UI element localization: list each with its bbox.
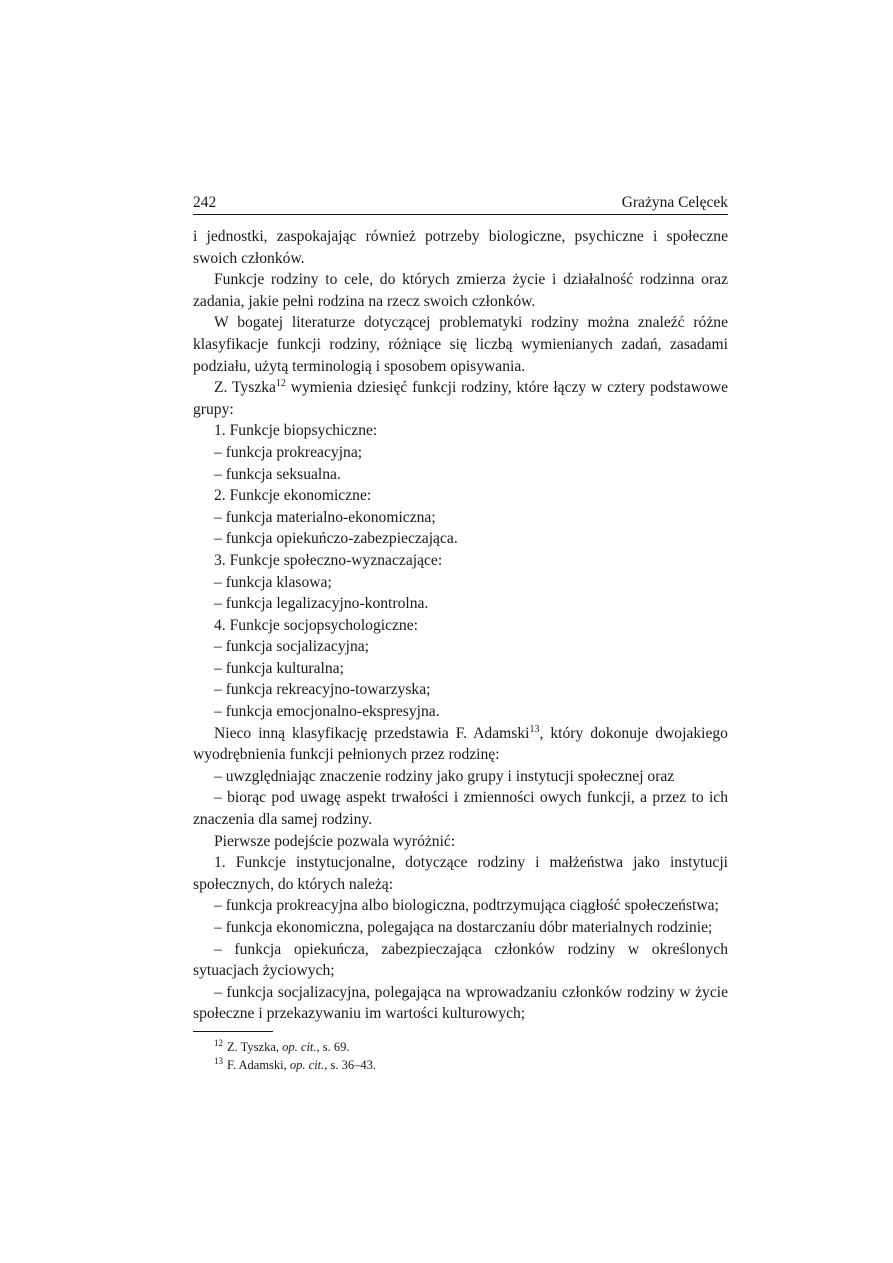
paragraph: Funkcje rodziny to cele, do których zmierza życie i działalność rodzinna oraz zadania, jakie pełni rodzina na rzecz swoich członków. — [193, 271, 728, 310]
list-item: 2. Funkcje ekonomiczne: — [214, 487, 372, 505]
paragraph — [193, 377, 728, 420]
list-item: – funkcja materialno-ekonomiczna; — [214, 508, 436, 526]
footnote — [193, 1056, 728, 1074]
list-item: 1. Funkcje biopsychiczne: — [214, 422, 378, 440]
list-item: – funkcja rekreacyjno-towarzyska; — [214, 681, 431, 699]
footnote-separator — [193, 1031, 273, 1032]
functions-list — [193, 420, 728, 722]
footnote-author: Z. Tyszka, — [227, 1039, 283, 1054]
footnote-page: , s. 69. — [316, 1039, 350, 1054]
footnote-page: , s. 36–43. — [324, 1057, 377, 1072]
list-item: – funkcja prokreacyjna; — [214, 443, 363, 461]
paragraph: – biorąc pod uwagę aspekt trwałości i zmienności owych funkcji, a przez to ich znaczenia dla samej rodziny. — [193, 789, 728, 829]
paragraph: – funkcja ekonomiczna, polegająca na dostarczaniu dóbr materialnych rodzinie; — [214, 919, 713, 936]
list-item: 3. Funkcje społeczno-wyznaczające: — [214, 551, 443, 569]
footnote-author: F. Adamski, — [227, 1057, 290, 1072]
paragraph: i jednostki, zaspokajając również potrzeby biologiczne, psychiczne i społeczne swoich członków. — [193, 228, 728, 267]
text-run: wymienia dziesięć funkcji rodziny, które łączy w cztery podstawowe grupy: — [193, 379, 729, 418]
text-run: Nieco inną klasyfikację przedstawia F. Adamski — [214, 724, 530, 742]
paragraph: Pierwsze podejście pozwala wyróżnić: — [214, 832, 456, 850]
list-item: 4. Funkcje socjopsychologiczne: — [214, 616, 418, 634]
paragraph: W bogatej literaturze dotyczącej problematyki rodziny można znaleźć różne klasyfikacje funkcji rodziny, różniące się liczbą wymienianych zadań, zasadami podziału, użytą terminologią i sposobem opisywania. — [193, 314, 728, 375]
list-item: – funkcja legalizacyjno-kontrolna. — [214, 595, 429, 613]
running-author: Grażyna Celęcek — [621, 194, 728, 211]
footnote-ref-text: op. cit. — [289, 1057, 325, 1072]
footnote-ref: 12 — [275, 378, 286, 390]
page-number: 242 — [193, 194, 217, 211]
list-item: – funkcja klasowa; — [214, 573, 332, 591]
footnote — [193, 1038, 728, 1056]
list-item: – funkcja opiekuńczo-zabezpieczająca. — [214, 530, 458, 548]
text-run: Z. Tyszka — [214, 379, 276, 397]
list-item: – funkcja kulturalna; — [214, 659, 344, 677]
paragraph: – funkcja opiekuńcza, zabezpieczająca członków rodziny w określonych sytuacjach życiowych; — [193, 940, 728, 980]
footnotes — [193, 1031, 728, 1074]
text-run: , który dokonuje dwojakiego wyodrębnienia funkcji pełnionych przez rodzinę: — [193, 724, 728, 764]
footnote-number: 12 — [214, 1037, 223, 1048]
paragraph: – uwzględniając znaczenie rodziny jako grupy i instytucji społecznej oraz — [214, 767, 675, 785]
main-text — [193, 226, 728, 1025]
paragraph: 1. Funkcje instytucjonalne, dotyczące rodziny i małżeństwa jako instytucji społecznych, do których należą: — [193, 854, 728, 893]
footnote-ref-text: op. cit. — [282, 1039, 317, 1054]
paragraph: – funkcja socjalizacyjna, polegająca na wprowadzaniu członków rodziny w życie społeczne i przekazywaniu im wartości kulturowych; — [193, 983, 728, 1023]
paragraph: – funkcja prokreacyjna albo biologiczna, podtrzymująca ciągłość społeczeństwa; — [214, 897, 719, 915]
running-header — [193, 194, 728, 215]
footnote-number: 13 — [214, 1055, 223, 1066]
paragraph — [193, 723, 728, 766]
list-item: – funkcja emocjonalno-ekspresyjna. — [214, 703, 440, 721]
footnote-ref: 13 — [529, 723, 540, 735]
book-page — [193, 194, 728, 1074]
list-item: – funkcja seksualna. — [214, 465, 341, 483]
list-item: – funkcja socjalizacyjna; — [214, 638, 370, 656]
